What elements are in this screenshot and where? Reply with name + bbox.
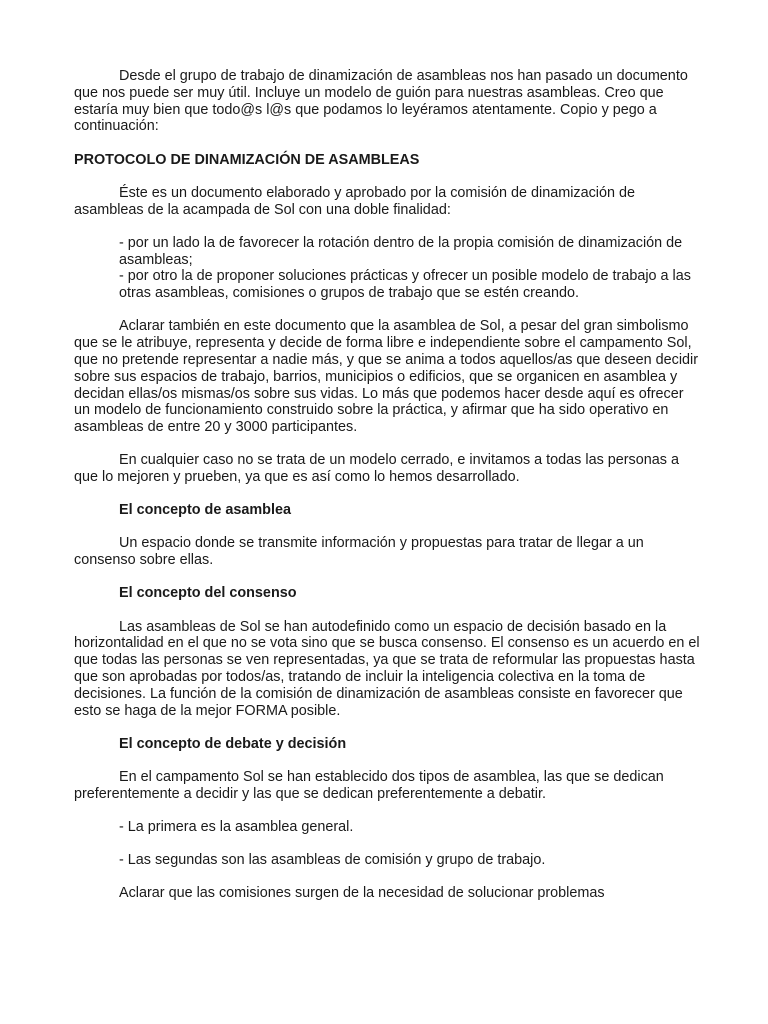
purpose-paragraph: Éste es un documento elaborado y aprobado por la comisión de dinamización de asambleas de la acampada de Sol con una doble finalidad: [74, 184, 635, 218]
open-model-paragraph: En cualquier caso no se trata de un modelo cerrado, e invitamos a todas las personas a que lo mejoren y prueben, ya que es así como lo hemos desarrollado. [74, 452, 679, 486]
heading-assembly-concept: El concepto de asamblea [119, 502, 291, 519]
heading-consensus-concept: El concepto del consenso [119, 585, 297, 602]
assembly-concept-paragraph: Un espacio donde se transmite información y propuestas para tratar de llegar a un consenso sobre ellas. [74, 535, 644, 569]
debate-concept-paragraph: En el campamento Sol se han establecido dos tipos de asamblea, las que se dedican preferentemente a decidir y las que se dedican preferentemente a debatir. [74, 769, 664, 802]
list-item-general-assembly: - La primera es la asamblea general. [119, 818, 354, 835]
consensus-concept-paragraph: Las asambleas de Sol se han autodefinido como un espacio de decisión basado en la horizontalidad en el que no se vota sino que se busca consenso. El consenso es un acuerdo en el que todas las personas se ven representadas, ya que se trata de reformular las propuestas hasta que son aprobadas por todos/as, tratando de incluir la inteligencia colectiva en la toma de decisiones. La función de la comisión de dinamización de asambleas consiste en favorecer que esto se haga de la mejor FORMA posible. [74, 618, 700, 719]
list-item-commission-assembly: - Las segundas son las asambleas de comisión y grupo de trabajo. [119, 852, 546, 869]
heading-debate-concept: El concepto de debate y decisión [119, 735, 347, 752]
intro-paragraph: Desde el grupo de trabajo de dinamización de asambleas nos han pasado un documento que nos puede ser muy útil. Incluye un modelo de guión para nuestras asambleas. Creo que estaría muy bien que todo@s l@s que podamos lo leyéramos atentamente. Copio y pego a continuación: [74, 68, 688, 135]
document-title: PROTOCOLO DE DINAMIZACIÓN DE ASAMBLEAS [74, 151, 420, 168]
bullet-item-solutions: - por otro la de proponer soluciones prácticas y ofrecer un posible modelo de trabajo a las otras asambleas, comisiones o grupos de trabajo que se estén creando. [119, 268, 691, 302]
document-page [74, 68, 702, 919]
commissions-paragraph: Aclarar que las comisiones surgen de la necesidad de solucionar problemas [119, 885, 605, 902]
clarification-paragraph: Aclarar también en este documento que la asamblea de Sol, a pesar del gran simbolismo que se le atribuye, representa y decide de forma libre e independiente sobre el campamento Sol, que no pretende representar a nadie más, y que se anima a todos aquellos/as que deseen decidir sobre sus espacios de trabajo, barrios, municipios o edificios, que se organicen en asamblea y decidan ellas/os mismas/os sobre sus vidas. Lo más que podemos hacer desde aquí es ofrecer un modelo de funcionamiento construido sobre la práctica, y afirmar que ha sido operativo en asambleas de entre 20 y 3000 participantes. [74, 318, 699, 436]
purpose-bullet-list [74, 235, 702, 302]
bullet-item-rotation: - por un lado la de favorecer la rotación dentro de la propia comisión de dinamización de asambleas; [119, 234, 683, 268]
